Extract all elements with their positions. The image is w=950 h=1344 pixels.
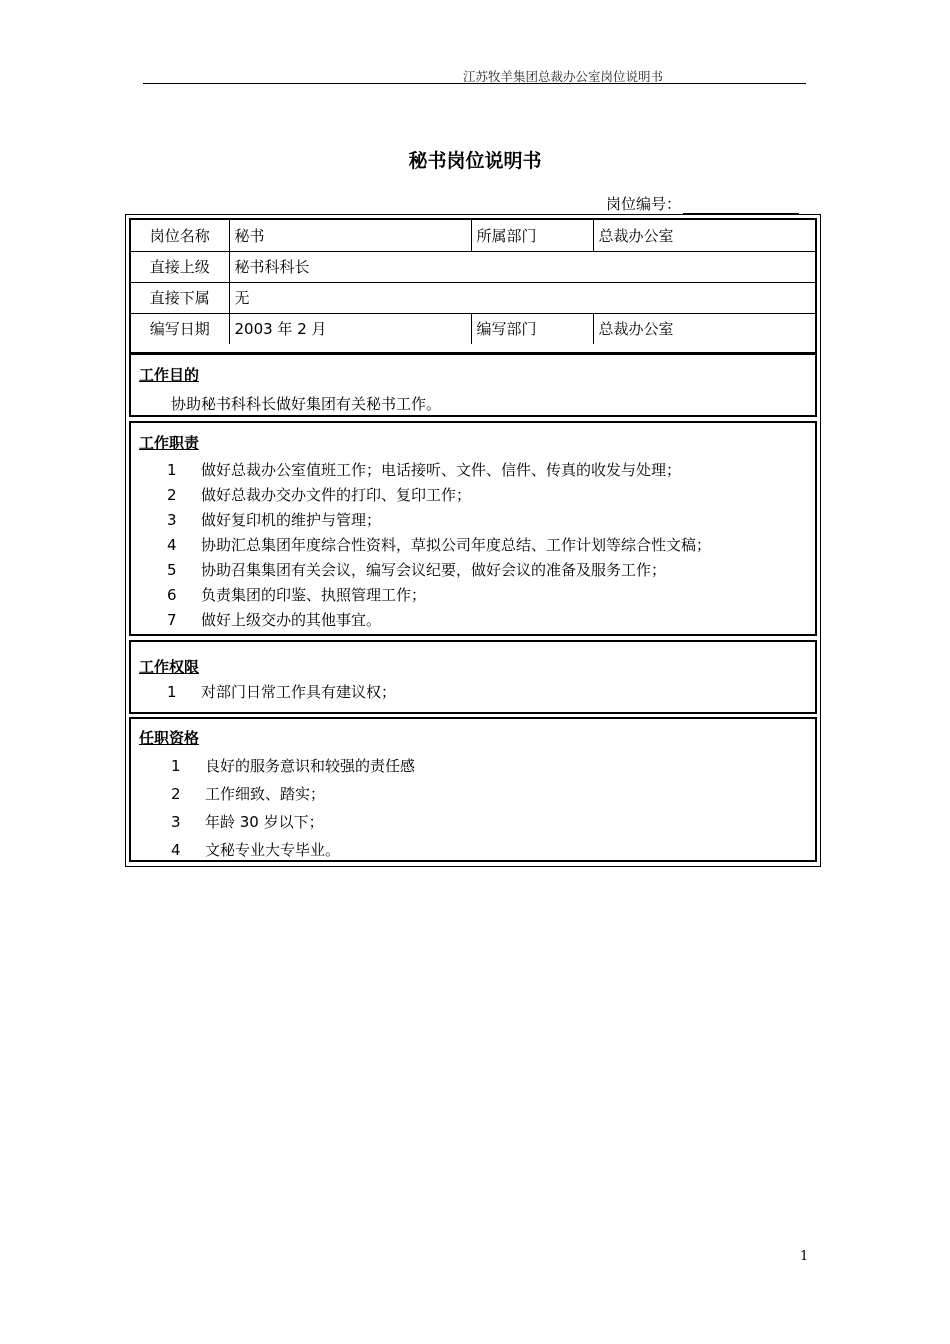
purpose-section — [129, 353, 817, 417]
list-item: 2 做好总裁办交办文件的打印、复印工作； — [167, 486, 472, 504]
list-item: 6 负责集团的印鉴、执照管理工作； — [167, 586, 427, 604]
post-number-label: 岗位编号： — [606, 195, 682, 213]
running-header: 江苏牧羊集团总裁办公室岗位说明书 — [463, 69, 664, 84]
authority-section — [129, 640, 817, 714]
duties-title: 工作职责 — [139, 434, 200, 452]
purpose-title: 工作目的 — [139, 366, 200, 384]
document-title: 秘书岗位说明书 — [408, 150, 542, 172]
list-item: 3 做好复印机的维护与管理； — [167, 511, 382, 529]
list-item: 1 良好的服务意识和较强的责任感 — [171, 757, 416, 775]
list-item: 2 工作细致、踏实； — [171, 785, 326, 803]
subordinate-label: 直接下属 — [131, 282, 229, 313]
list-item: 4 文秘专业大专毕业。 — [171, 841, 341, 859]
info-section — [129, 218, 817, 354]
duties-section — [129, 421, 817, 636]
qualifications-title: 任职资格 — [139, 729, 200, 747]
table-row — [131, 251, 817, 282]
post-name-value: 秘书 — [229, 220, 471, 251]
post-number-field — [606, 193, 799, 214]
list-item: 1 对部门日常工作具有建议权； — [167, 683, 397, 701]
list-item: 4 协助汇总集团年度综合性资料，草拟公司年度总结、工作计划等综合性文稿； — [167, 536, 712, 554]
list-item: 7 做好上级交办的其他事宜。 — [167, 611, 382, 629]
author-dept-label: 编写部门 — [471, 313, 593, 344]
date-label: 编写日期 — [131, 313, 229, 344]
qualifications-section — [129, 717, 817, 862]
info-table — [131, 220, 817, 344]
purpose-text: 协助秘书科科长做好集团有关秘书工作。 — [171, 395, 442, 413]
authority-title: 工作权限 — [139, 658, 200, 676]
subordinate-value: 无 — [229, 282, 817, 313]
superior-label: 直接上级 — [131, 251, 229, 282]
table-row — [131, 313, 817, 344]
list-item: 3 年龄 30 岁以下； — [171, 813, 324, 831]
dept-label: 所属部门 — [471, 220, 593, 251]
superior-value: 秘书科科长 — [229, 251, 817, 282]
list-item: 1 做好总裁办公室值班工作；电话接听、文件、信件、传真的收发与处理； — [167, 461, 682, 479]
post-number-blank — [683, 199, 799, 214]
post-name-label: 岗位名称 — [131, 220, 229, 251]
date-value: 2003 年 2 月 — [229, 313, 471, 344]
list-item: 5 协助召集集团有关会议，编写会议纪要，做好会议的准备及服务工作； — [167, 561, 667, 579]
table-row — [131, 282, 817, 313]
table-row — [131, 220, 817, 251]
author-dept-value: 总裁办公室 — [598, 320, 674, 339]
dept-value: 总裁办公室 — [593, 220, 817, 251]
page-number: 1 — [800, 1249, 809, 1264]
header-rule — [143, 83, 806, 84]
